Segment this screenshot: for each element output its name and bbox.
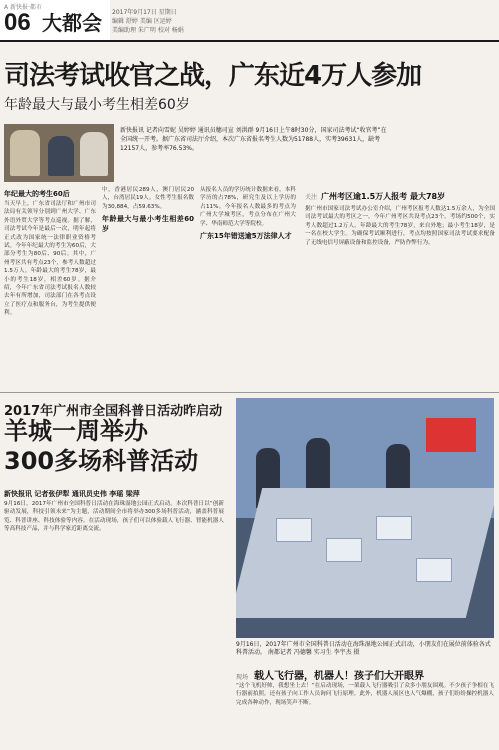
story2-kicker: 2017年广州市全国科普日活动昨启动 [4,404,223,419]
main-subhead: 年龄最大与最小考生相差60岁 [4,97,190,113]
page-number: 06 [4,9,31,36]
masthead [0,0,499,42]
col-right-text: 从报名人员的学历统计数据来看，本科学历的占78%，研究生及以上学历的占11%。今年报名人数最多的考点为广州大学城考区，考点分布在广州大学、华南师范大学等院校。 [200,187,296,227]
proof-line: 美编助理 朱广明 校对 杨娟 [112,27,184,34]
photo-model-2 [326,538,362,562]
story2-body [4,486,224,744]
col-left-text: 当天早上，广东省司法厅和广州市司法局有关领导分别到广州大学、广东外语外贸大学等考点巡视。据了解，司法考试今年是最后一次，明年起将正式改为国家统一法律职业资格考试。今年年纪最大的考生为60后，大部分考生为80后、90后。其中，广州考区共有考点23个，参考人数超过1.5万人。年龄最大的考生78岁，最小的考生18岁，相差60岁。据介绍，今年广东省司法考试报名人数较去年有所增加，司法部门在各考点设立了医疗点和服务台，为考生提供便利。 [4,201,96,317]
col-mid-text: 中，香港居民289人，澳门居民20人，台湾居民19人。女性考生报名数为30,884，占59.63%。 [102,187,194,210]
photo-sign [426,418,476,452]
story2-headline-line2: 300多场科普活动 [4,447,199,475]
section-name: 大都会 [42,11,102,35]
sidebar-title [305,191,495,202]
story1-col-right [200,186,296,386]
story2-byline: 新快报讯 记者张伊犁 通讯员史伟 李瑶 梁萍 [4,490,140,498]
story1-lead: 新快报讯 记者向雪妮 吴婷婷 通讯员穗司宣 刘洪群 9月16日上午8时30分，国家司法考试“收官考”在全国统一开考。据广东省司法厅介绍，本次广东省报名考生人数为51788人，实考39631人，缺考12157人，参考率76.53%。 [120,127,387,152]
photo-caption: 9月16日，2017年广州市全国科普日活动在海珠湿地公园正式启动，小朋友们在展位前体验各式科普活动。 南都记者 冯德馨 实习生 李宇杰 摄 [236,641,491,657]
story1-col-mid [102,186,194,386]
sidebar-column [305,205,495,387]
masthead-left [0,0,110,40]
photo-table [236,488,494,618]
exam-photo [4,124,114,182]
box-title [236,667,494,682]
sidebar-tag: 关注 [305,194,318,201]
section-head-1: 年纪最大的考生60后 [4,190,70,198]
photo-person-3 [80,132,108,176]
photo-person-1 [10,130,40,176]
sidebar-title-text: 广州考区逾1.5万人报考 最大78岁 [321,192,446,201]
masthead-tag: A 新快报·都市 [4,4,42,11]
section-head-2: 年龄最大与最小考生相差60岁 [102,215,194,234]
masthead-meta [112,8,184,35]
sidebar-text: 据广州市国家司法考试办公室介绍，广州考区报考人数达1.5万余人，为全国司法考试最大的考区之一。今年广州考区共设考点23个，考场约500个，实考人数超过1.2万人。年龄最大的考生78岁，来自外地；最小考生18岁，是一名在校大学生。为确保考试顺利进行，考点均按照国家司法考试要求配备了无线电信号屏蔽设备和监控设备，严防作弊行为。 [305,206,495,246]
date-line: 2017年9月17日 星期日 [112,9,177,16]
main-headline: 司法考试收官之战，广东近4万人参加 [4,61,422,91]
story-divider [0,392,499,393]
box-text: “这个飞机好帅，我想坐上去！”在启动现场，一架载人飞行器吸引了众多小朋友围观。不少孩子争相在飞行器前拍照，还有孩子向工作人员询问飞行原理。此外，机器人展区也人气爆棚，孩子们纷纷操控机器人完成各种动作，现场笑声不断。 [236,683,494,706]
photo-model-4 [416,558,452,582]
photo-model-1 [276,518,312,542]
story2-text: 9月16日，2017年广州市全国科普日活动在海珠湿地公园正式启动。本次科普日以“创新驱动发展，科技引领未来”为主题，活动期间全市将举办300多场科普活动，涵盖科普展览、科普讲座、科技体验等内容。在活动现场，孩子们可以体验载人飞行器、智能机器人等高科技产品，并与科学家近距离交流。 [4,501,224,533]
section-head-3: 广东15年错送逾5万法律人才 [200,232,292,241]
photo-person-2 [48,136,74,176]
box-tag: 现场 [236,674,249,681]
story2-headline [4,416,224,476]
box-body [236,682,494,746]
story1-col-left [4,186,96,386]
photo-model-3 [376,516,412,540]
box-title-text: 载人飞行器，机器人！孩子们大开眼界 [254,671,425,682]
editor-line: 编辑 舒婷 美编 区运婷 [112,18,172,25]
science-day-photo [236,398,494,638]
story2-headline-line1: 羊城一周举办 [4,417,148,445]
